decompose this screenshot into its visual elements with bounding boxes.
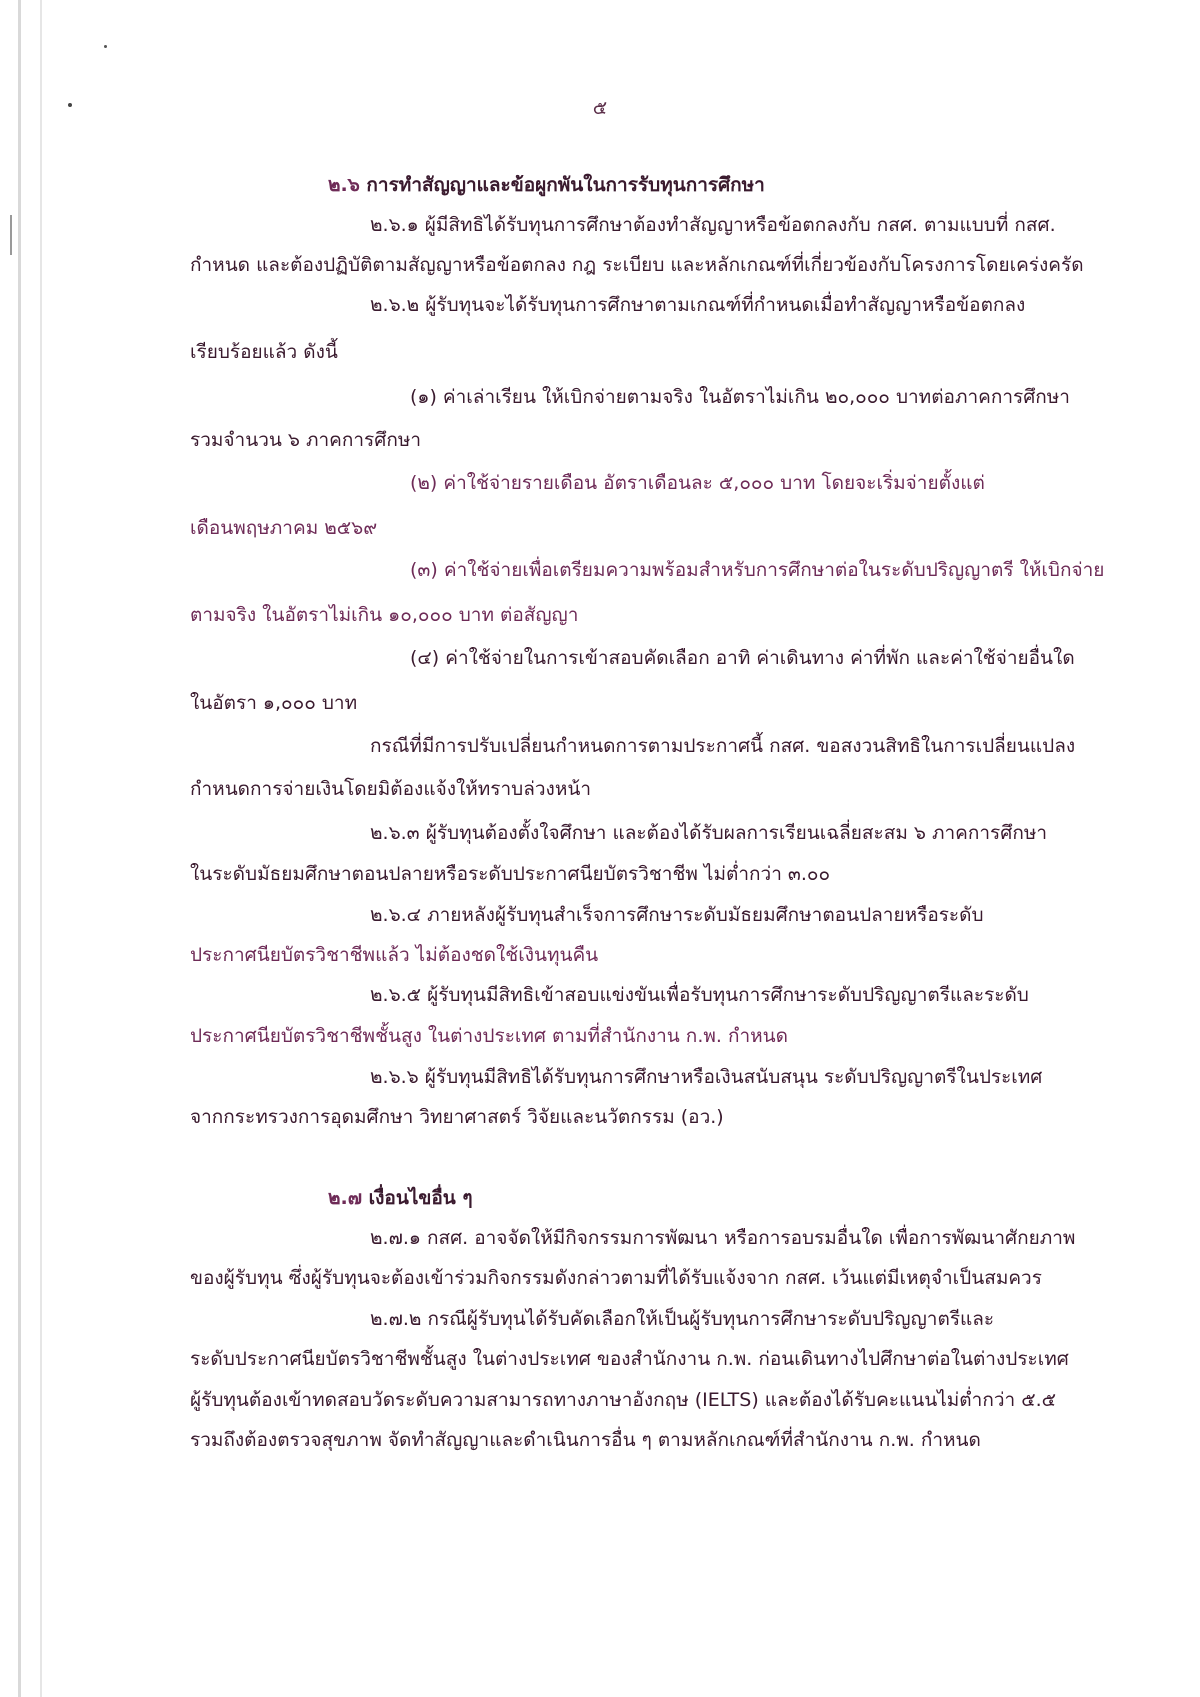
paragraph-2-6-2-line-2: เรียบร้อยแล้ว ดังนี้	[190, 341, 338, 363]
item-3-line-2: ตามจริง ในอัตราไม่เกิน ๑๐,๐๐๐ บาท ต่อสัญญา	[190, 604, 579, 626]
section-heading-2-6	[328, 172, 765, 198]
paragraph-2-6-5-line-2: ประกาศนียบัตรวิชาชีพชั้นสูง ในต่างประเทศ ตามที่สำนักงาน ก.พ. กำหนด	[190, 1025, 788, 1047]
paragraph-2-7-2-line-2: ระดับประกาศนียบัตรวิชาชีพชั้นสูง ในต่างประเทศ ของสำนักงาน ก.พ. ก่อนเดินทางไปศึกษาต่อในต่างประเทศ	[190, 1348, 1069, 1370]
item-4-line-2: ในอัตรา ๑,๐๐๐ บาท	[190, 692, 358, 714]
scan-edge	[18, 0, 21, 1697]
paragraph-2-6-6-line-2: จากกระทรวงการอุดมศึกษา วิทยาศาสตร์ วิจัยและนวัตกรรม (อว.)	[190, 1106, 724, 1128]
section-heading-2-7	[328, 1185, 473, 1211]
paragraph-2-7-1-line-1: ๒.๗.๑ กสศ. อาจจัดให้มีกิจกรรมการพัฒนา หรือการอบรมอื่นใด เพื่อการพัฒนาศักยภาพ	[370, 1227, 1076, 1249]
item-3-line-1: (๓) ค่าใช้จ่ายเพื่อเตรียมความพร้อมสำหรับการศึกษาต่อในระดับปริญญาตรี ให้เบิกจ่าย	[410, 559, 1105, 581]
paragraph-2-6-3-line-1: ๒.๖.๓ ผู้รับทุนต้องตั้งใจศึกษา และต้องได้รับผลการเรียนเฉลี่ยสะสม ๖ ภาคการศึกษา	[370, 822, 1048, 844]
section-title: การทำสัญญาและข้อผูกพันในการรับทุนการศึกษา	[359, 174, 765, 196]
item-1-line-1: (๑) ค่าเล่าเรียน ให้เบิกจ่ายตามจริง ในอัตราไม่เกิน ๒๐,๐๐๐ บาทต่อภาคการศึกษา	[410, 386, 1070, 408]
note-line-2: กำหนดการจ่ายเงินโดยมิต้องแจ้งให้ทราบล่วงหน้า	[190, 778, 592, 800]
page-number: ๕	[592, 97, 608, 119]
paragraph-2-6-5-line-1: ๒.๖.๕ ผู้รับทุนมีสิทธิเข้าสอบแข่งขันเพื่อรับทุนการศึกษาระดับปริญญาตรีและระดับ	[370, 984, 1029, 1006]
paragraph-2-6-6-line-1: ๒.๖.๖ ผู้รับทุนมีสิทธิได้รับทุนการศึกษาหรือเงินสนับสนุน ระดับปริญญาตรีในประเทศ	[370, 1066, 1043, 1088]
paragraph-2-6-4-line-1: ๒.๖.๔ ภายหลังผู้รับทุนสำเร็จการศึกษาระดับมัธยมศึกษาตอนปลายหรือระดับ	[370, 904, 984, 926]
paragraph-2-7-2-line-3: ผู้รับทุนต้องเข้าทดสอบวัดระดับความสามารถทางภาษาอังกฤษ (IELTS) และต้องได้รับคะแนนไม่ต่ำกว่า ๕.๕	[190, 1389, 1056, 1411]
item-2-line-1: (๒) ค่าใช้จ่ายรายเดือน อัตราเดือนละ ๕,๐๐๐ บาท โดยจะเริ่มจ่ายตั้งแต่	[410, 472, 985, 494]
item-2-line-2: เดือนพฤษภาคม ๒๕๖๙	[190, 517, 378, 539]
paragraph-2-6-1-line-1: ๒.๖.๑ ผู้มีสิทธิได้รับทุนการศึกษาต้องทำสัญญาหรือข้อตกลงกับ กสศ. ตามแบบที่ กสศ.	[370, 214, 1056, 236]
section-number: ๒.๖	[328, 174, 360, 196]
scan-edge	[40, 0, 42, 1697]
paragraph-2-6-2-line-1: ๒.๖.๒ ผู้รับทุนจะได้รับทุนการศึกษาตามเกณฑ์ที่กำหนดเมื่อทำสัญญาหรือข้อตกลง	[370, 294, 1026, 316]
paragraph-2-6-4-line-2: ประกาศนียบัตรวิชาชีพแล้ว ไม่ต้องชดใช้เงินทุนคืน	[190, 944, 599, 966]
paragraph-2-6-3-line-2: ในระดับมัธยมศึกษาตอนปลายหรือระดับประกาศนียบัตรวิชาชีพ ไม่ต่ำกว่า ๓.๐๐	[190, 863, 831, 885]
note-line-1: กรณีที่มีการปรับเปลี่ยนกำหนดการตามประกาศนี้ กสศ. ขอสงวนสิทธิในการเปลี่ยนแปลง	[370, 735, 1076, 757]
scan-dot	[104, 45, 107, 48]
paragraph-2-6-1-line-2: กำหนด และต้องปฏิบัติตามสัญญาหรือข้อตกลง กฎ ระเบียบ และหลักเกณฑ์ที่เกี่ยวข้องกับโครงการโดยเคร่งครัด	[190, 254, 1084, 276]
paragraph-2-7-2-line-4: รวมถึงต้องตรวจสุขภาพ จัดทำสัญญาและดำเนินการอื่น ๆ ตามหลักเกณฑ์ที่สำนักงาน ก.พ. กำหนด	[190, 1429, 981, 1451]
scan-mark	[10, 215, 12, 255]
section-title: เงื่อนไขอื่น ๆ	[362, 1187, 473, 1209]
section-number: ๒.๗	[328, 1187, 363, 1209]
paragraph-2-7-2-line-1: ๒.๗.๒ กรณีผู้รับทุนได้รับคัดเลือกให้เป็นผู้รับทุนการศึกษาระดับปริญญาตรีและ	[370, 1308, 995, 1330]
item-1-line-2: รวมจำนวน ๖ ภาคการศึกษา	[190, 429, 422, 451]
paragraph-2-7-1-line-2: ของผู้รับทุน ซึ่งผู้รับทุนจะต้องเข้าร่วมกิจกรรมดังกล่าวตามที่ได้รับแจ้งจาก กสศ. เว้นแต่มีเหตุจำเป็นสมควร	[190, 1267, 1042, 1289]
item-4-line-1: (๔) ค่าใช้จ่ายในการเข้าสอบคัดเลือก อาทิ ค่าเดินทาง ค่าที่พัก และค่าใช้จ่ายอื่นใด	[410, 647, 1075, 669]
